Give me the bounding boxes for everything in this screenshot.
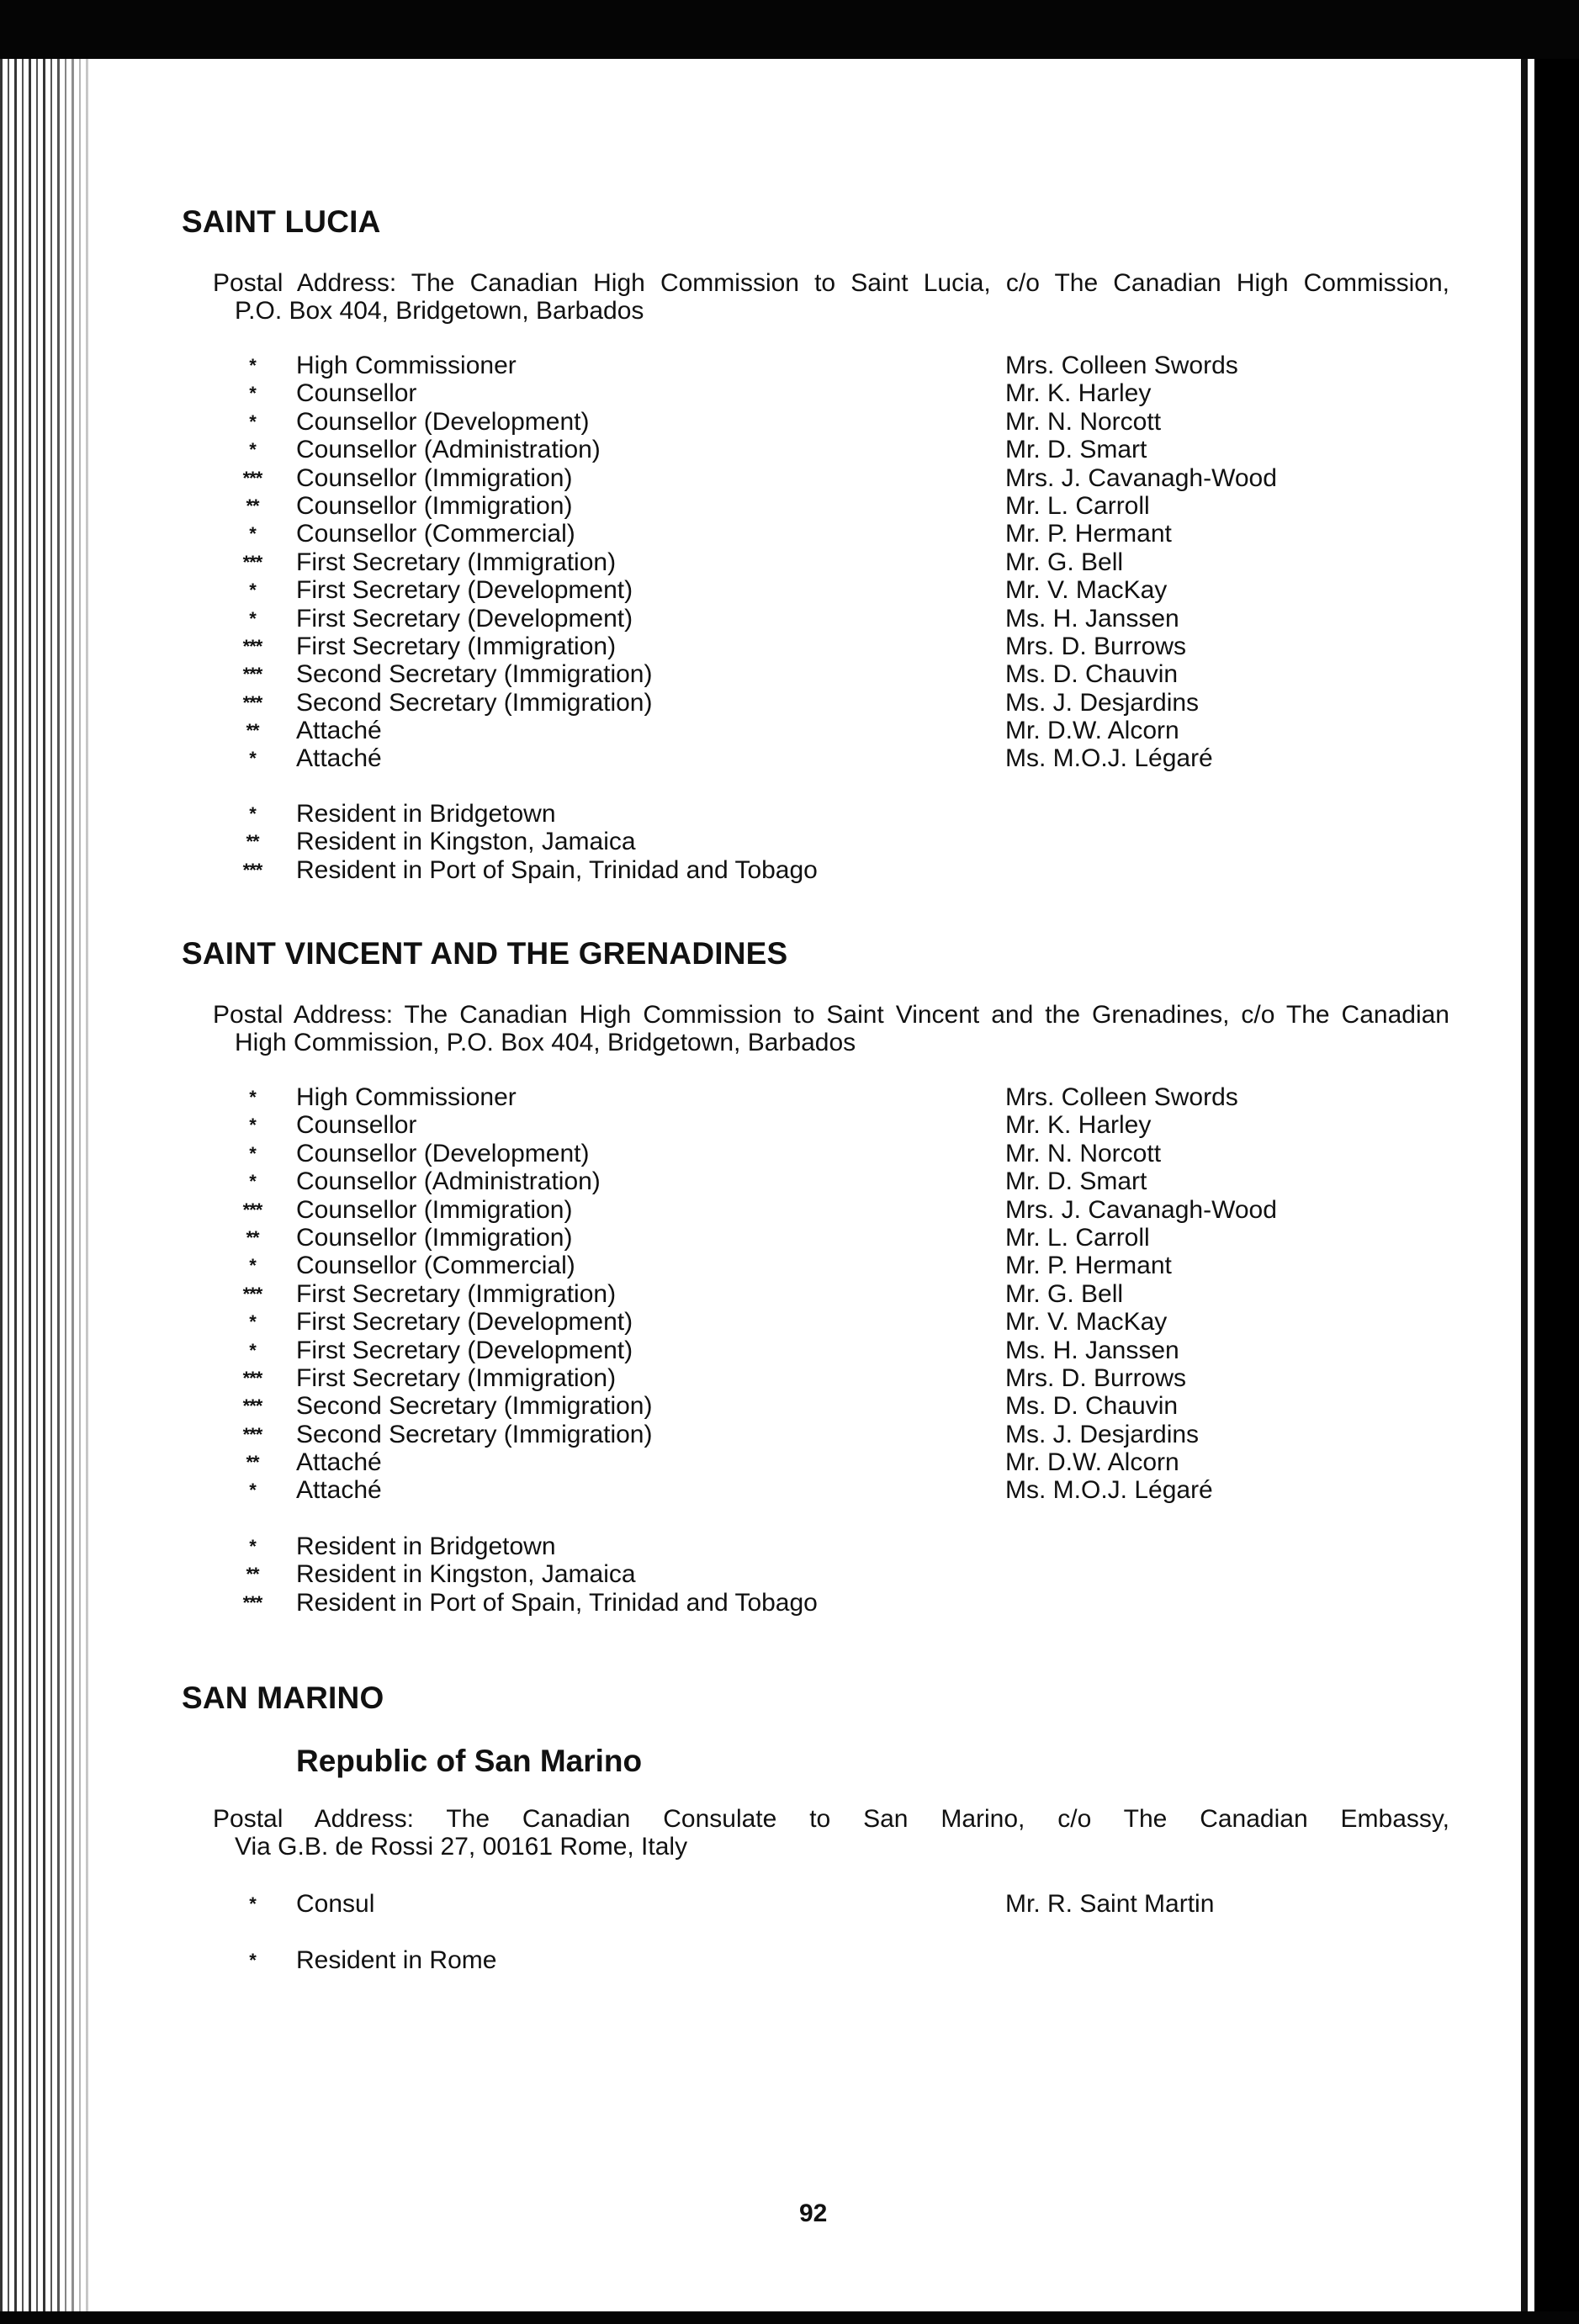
footnote bbox=[227, 1533, 984, 1560]
staff-name: Mr. G. Bell bbox=[1005, 1279, 1124, 1308]
residence-mark: *** bbox=[242, 1367, 262, 1389]
staff-role: First Secretary (Immigration) bbox=[296, 548, 617, 576]
staff-row bbox=[227, 1111, 1321, 1139]
staff-role: Counsellor (Commercial) bbox=[296, 1252, 575, 1280]
staff-name: Mrs. Colleen Swords bbox=[1005, 1083, 1238, 1111]
staff-role: Consul bbox=[296, 1890, 375, 1918]
residence-mark: *** bbox=[242, 551, 262, 573]
staff-name: Mrs. D. Burrows bbox=[1005, 632, 1187, 660]
postal-address-saint-lucia bbox=[213, 269, 1449, 325]
staff-name: Mr. K. Harley bbox=[1005, 1111, 1152, 1140]
staff-role: Attaché bbox=[296, 1448, 382, 1477]
footnotes-saint-lucia bbox=[227, 800, 984, 884]
residence-mark: * bbox=[249, 1142, 256, 1164]
residence-mark: * bbox=[249, 355, 256, 376]
residence-mark: *** bbox=[242, 691, 262, 713]
residence-mark: * bbox=[249, 607, 256, 629]
staff-name: Mrs. Colleen Swords bbox=[1005, 352, 1238, 379]
staff-name: Mr. V. MacKay bbox=[1005, 1308, 1168, 1337]
residence-mark: *** bbox=[242, 1283, 262, 1305]
staff-row bbox=[227, 1308, 1321, 1336]
staff-name: Mr. N. Norcott bbox=[1005, 1139, 1162, 1167]
residence-mark: ** bbox=[246, 1564, 259, 1586]
staff-row bbox=[227, 1167, 1321, 1195]
staff-name: Mr. K. Harley bbox=[1005, 379, 1152, 408]
staff-role: Counsellor bbox=[296, 1111, 417, 1140]
residence-mark: * bbox=[249, 803, 256, 824]
staff-row bbox=[227, 633, 1321, 660]
staff-role: First Secretary (Immigration) bbox=[296, 632, 617, 660]
staff-name: Mr. L. Carroll bbox=[1005, 491, 1150, 520]
staff-row bbox=[227, 689, 1321, 717]
residence-mark: *** bbox=[242, 1591, 262, 1613]
section-subtitle-san-marino: Republic of San Marino bbox=[296, 1744, 643, 1778]
staff-role: First Secretary (Development) bbox=[296, 576, 633, 605]
residence-mark: * bbox=[249, 1893, 256, 1914]
residence-mark: * bbox=[249, 523, 256, 545]
staff-role: First Secretary (Development) bbox=[296, 1336, 633, 1364]
staff-role: Counsellor (Immigration) bbox=[296, 1195, 573, 1224]
footnote-text: Resident in Kingston, Jamaica bbox=[296, 828, 636, 856]
residence-mark: * bbox=[249, 580, 256, 601]
residence-mark: *** bbox=[242, 1395, 262, 1417]
address-line: Via G.B. de Rossi 27, 00161 Rome, Italy bbox=[235, 1833, 688, 1861]
staff-role: Counsellor (Immigration) bbox=[296, 463, 573, 492]
residence-mark: * bbox=[249, 383, 256, 405]
staff-name: Mrs. D. Burrows bbox=[1005, 1363, 1187, 1392]
residence-mark: *** bbox=[242, 635, 262, 657]
staff-role: Second Secretary (Immigration) bbox=[296, 1420, 653, 1448]
footnote bbox=[227, 828, 984, 855]
staff-row bbox=[227, 1083, 1321, 1111]
staff-row bbox=[227, 1252, 1321, 1279]
residence-mark: * bbox=[249, 410, 256, 432]
staff-row bbox=[227, 744, 1321, 772]
residence-mark: * bbox=[249, 1536, 256, 1557]
staff-role: Attaché bbox=[296, 1476, 382, 1505]
staff-row bbox=[227, 352, 1321, 379]
footnotes-san-marino bbox=[227, 1946, 984, 1974]
staff-name: Mrs. J. Cavanagh-Wood bbox=[1005, 1195, 1277, 1224]
staff-name: Mr. R. Saint Martin bbox=[1005, 1890, 1215, 1918]
staff-name: Mr. L. Carroll bbox=[1005, 1223, 1150, 1252]
footnote-text: Resident in Port of Spain, Trinidad and Tobago bbox=[296, 1588, 818, 1617]
staff-row bbox=[227, 1280, 1321, 1308]
staff-row bbox=[227, 1337, 1321, 1364]
staff-name: Mr. D. Smart bbox=[1005, 1167, 1147, 1196]
footnote bbox=[227, 1589, 984, 1617]
residence-mark: ** bbox=[246, 495, 259, 516]
staff-name: Mr. D.W. Alcorn bbox=[1005, 1448, 1179, 1477]
staff-role: Counsellor (Administration) bbox=[296, 1167, 601, 1196]
staff-name: Mr. G. Bell bbox=[1005, 548, 1124, 576]
postal-address-san-marino bbox=[213, 1805, 1449, 1861]
staff-row bbox=[227, 464, 1321, 492]
staff-name: Mr. D.W. Alcorn bbox=[1005, 717, 1179, 745]
staff-row bbox=[227, 379, 1321, 407]
residence-mark: * bbox=[249, 439, 256, 461]
staff-row bbox=[227, 548, 1321, 576]
residence-mark: * bbox=[249, 1311, 256, 1333]
staff-role: Attaché bbox=[296, 717, 382, 745]
staff-name: Mr. P. Hermant bbox=[1005, 1252, 1172, 1280]
residence-mark: *** bbox=[242, 467, 262, 489]
staff-name: Ms. M.O.J. Légaré bbox=[1005, 1476, 1213, 1505]
residence-mark: * bbox=[249, 748, 256, 770]
staff-row bbox=[227, 717, 1321, 744]
staff-row bbox=[227, 408, 1321, 436]
footnote bbox=[227, 1560, 984, 1588]
staff-role: First Secretary (Development) bbox=[296, 604, 633, 633]
staff-name: Mr. P. Hermant bbox=[1005, 520, 1172, 548]
staff-row bbox=[227, 492, 1321, 520]
address-line: Postal Address: The Canadian Consulate to San Marino, c/o The Canadian Embassy, bbox=[213, 1805, 1449, 1833]
staff-role: High Commissioner bbox=[296, 352, 517, 379]
section-title-saint-vincent: SAINT VINCENT AND THE GRENADINES bbox=[182, 936, 788, 971]
residence-mark: * bbox=[249, 1114, 256, 1136]
staff-row bbox=[227, 436, 1321, 463]
staff-name: Mr. V. MacKay bbox=[1005, 576, 1168, 605]
staff-role: Counsellor (Immigration) bbox=[296, 1223, 573, 1252]
staff-row bbox=[227, 660, 1321, 688]
staff-name: Ms. J. Desjardins bbox=[1005, 688, 1200, 717]
address-line: P.O. Box 404, Bridgetown, Barbados bbox=[235, 297, 644, 325]
residence-mark: ** bbox=[246, 831, 259, 853]
residence-mark: * bbox=[249, 1255, 256, 1277]
residence-mark: ** bbox=[246, 1226, 259, 1248]
residence-mark: *** bbox=[242, 1199, 262, 1220]
staff-role: Counsellor (Commercial) bbox=[296, 520, 575, 548]
staff-role: Counsellor bbox=[296, 379, 417, 408]
staff-role: Second Secretary (Immigration) bbox=[296, 688, 653, 717]
staff-name: Ms. H. Janssen bbox=[1005, 1336, 1179, 1364]
residence-mark: ** bbox=[246, 720, 259, 742]
address-line: High Commission, P.O. Box 404, Bridgetown, Barbados bbox=[235, 1029, 856, 1056]
address-line: Postal Address: The Canadian High Commission to Saint Lucia, c/o The Canadian High Commission, bbox=[213, 269, 1449, 297]
staff-role: High Commissioner bbox=[296, 1083, 517, 1111]
footnote bbox=[227, 800, 984, 828]
staff-role: Counsellor (Development) bbox=[296, 407, 590, 436]
section-title-san-marino: SAN MARINO bbox=[182, 1681, 384, 1715]
footnote bbox=[227, 856, 984, 884]
staff-row bbox=[227, 520, 1321, 548]
staff-role: Counsellor (Immigration) bbox=[296, 491, 573, 520]
page-number: 92 bbox=[799, 2200, 828, 2227]
staff-name: Ms. M.O.J. Légaré bbox=[1005, 744, 1213, 773]
footnote-text: Resident in Kingston, Jamaica bbox=[296, 1560, 636, 1589]
staff-role: First Secretary (Immigration) bbox=[296, 1279, 617, 1308]
postal-address-saint-vincent bbox=[213, 1001, 1449, 1056]
residence-mark: * bbox=[249, 1171, 256, 1193]
staff-row bbox=[227, 1196, 1321, 1224]
address-line: Postal Address: The Canadian High Commission to Saint Vincent and the Grenadines, c/o The Canadian bbox=[213, 1001, 1449, 1029]
staff-list-saint-lucia bbox=[227, 352, 1321, 773]
staff-name: Ms. D. Chauvin bbox=[1005, 1392, 1179, 1421]
residence-mark: *** bbox=[242, 664, 262, 686]
residence-mark: * bbox=[249, 1480, 256, 1501]
footnote-text: Resident in Rome bbox=[296, 1946, 497, 1974]
footnotes-saint-vincent bbox=[227, 1533, 984, 1617]
staff-name: Ms. J. Desjardins bbox=[1005, 1420, 1200, 1448]
staff-row bbox=[227, 1476, 1321, 1504]
residence-mark: * bbox=[249, 1950, 256, 1971]
staff-name: Ms. D. Chauvin bbox=[1005, 660, 1179, 689]
staff-name: Mr. D. Smart bbox=[1005, 436, 1147, 464]
staff-row bbox=[227, 1392, 1321, 1420]
staff-row bbox=[227, 1224, 1321, 1252]
residence-mark: *** bbox=[242, 1423, 262, 1445]
staff-role: Counsellor (Development) bbox=[296, 1139, 590, 1167]
staff-role: Second Secretary (Immigration) bbox=[296, 660, 653, 689]
staff-role: First Secretary (Immigration) bbox=[296, 1363, 617, 1392]
section-title-saint-lucia: SAINT LUCIA bbox=[182, 204, 381, 239]
staff-role: Attaché bbox=[296, 744, 382, 773]
staff-list-saint-vincent bbox=[227, 1083, 1321, 1505]
staff-name: Mrs. J. Cavanagh-Wood bbox=[1005, 463, 1277, 492]
residence-mark: * bbox=[249, 1087, 256, 1108]
staff-list-san-marino bbox=[227, 1890, 1321, 1918]
staff-row bbox=[227, 1890, 1321, 1918]
staff-name: Ms. H. Janssen bbox=[1005, 604, 1179, 633]
staff-role: Counsellor (Administration) bbox=[296, 436, 601, 464]
staff-role: First Secretary (Development) bbox=[296, 1308, 633, 1337]
residence-mark: * bbox=[249, 1339, 256, 1361]
staff-row bbox=[227, 576, 1321, 604]
residence-mark: *** bbox=[242, 859, 262, 881]
footnote-text: Resident in Port of Spain, Trinidad and Tobago bbox=[296, 855, 818, 884]
staff-row bbox=[227, 1364, 1321, 1392]
residence-mark: ** bbox=[246, 1452, 259, 1474]
staff-name: Mr. N. Norcott bbox=[1005, 407, 1162, 436]
staff-row bbox=[227, 605, 1321, 633]
staff-row bbox=[227, 1448, 1321, 1476]
footnote bbox=[227, 1946, 984, 1974]
staff-role: Second Secretary (Immigration) bbox=[296, 1392, 653, 1421]
footnote-text: Resident in Bridgetown bbox=[296, 1533, 556, 1560]
footnote-text: Resident in Bridgetown bbox=[296, 800, 556, 828]
staff-row bbox=[227, 1140, 1321, 1167]
staff-row bbox=[227, 1421, 1321, 1448]
